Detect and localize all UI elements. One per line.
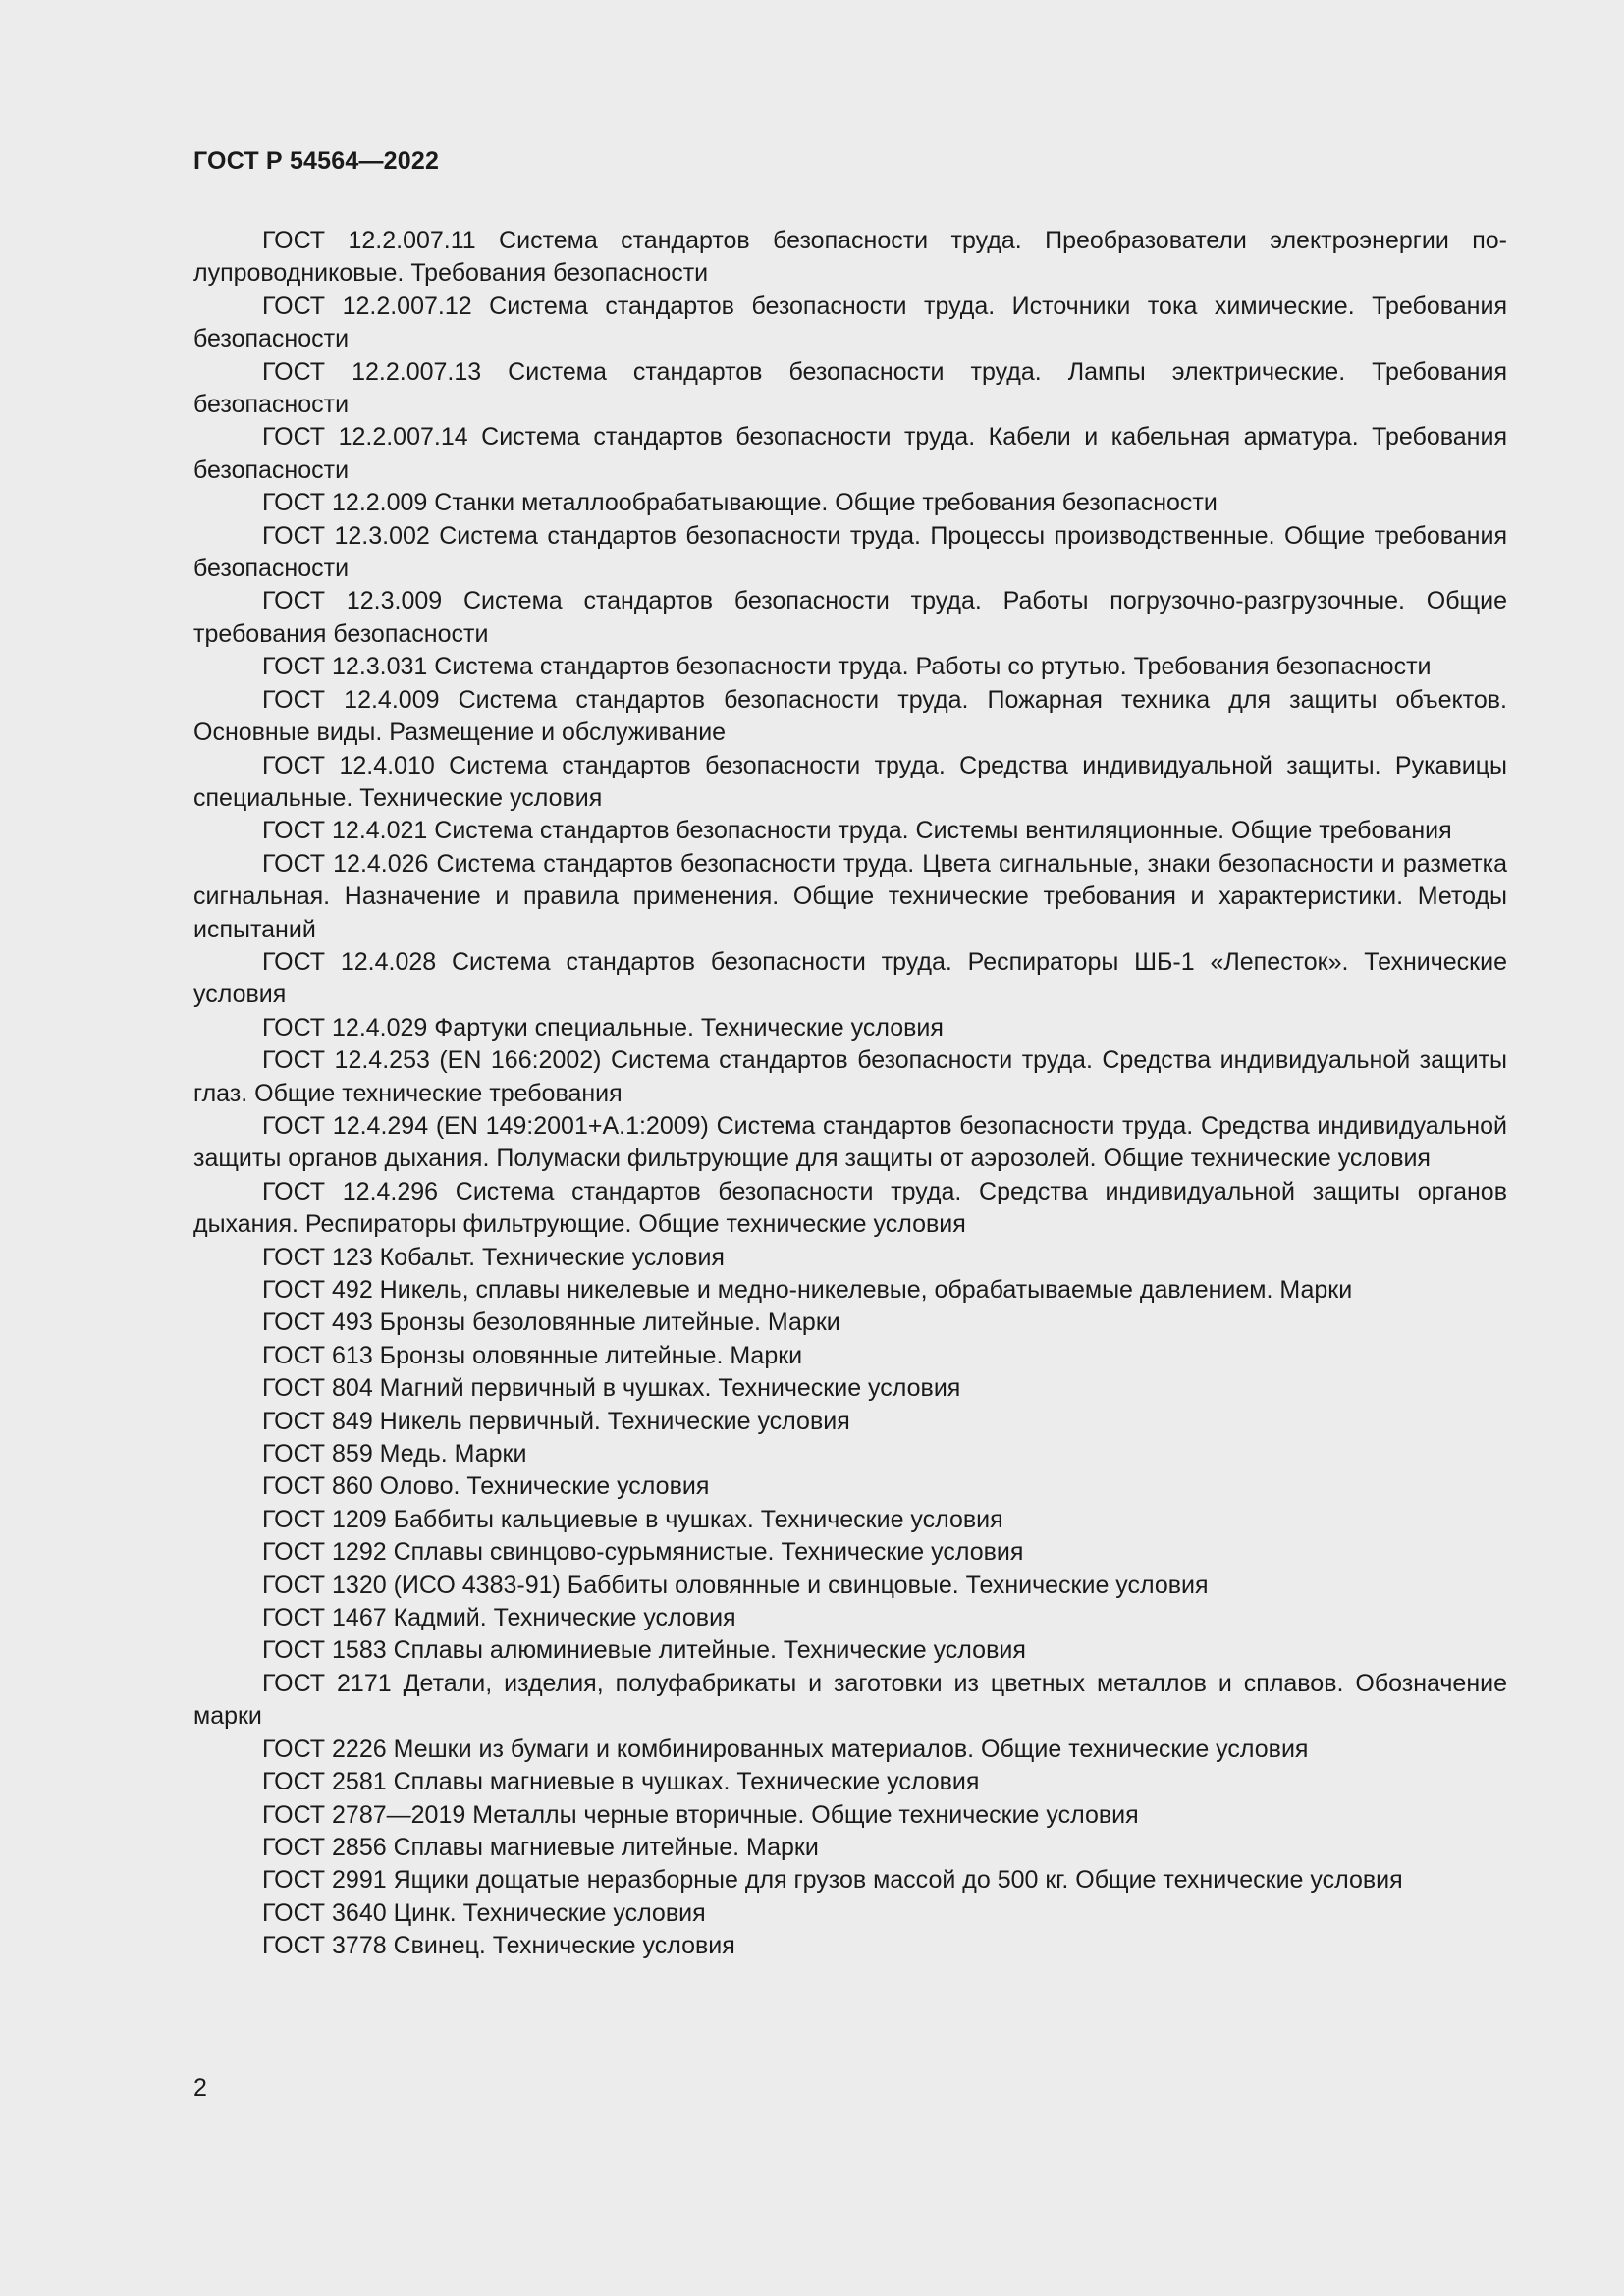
reference-entry: ГОСТ 804 Магний первичный в чушках. Технические условия [262,1374,961,1403]
reference-entry: ГОСТ 12.2.007.13 Система стандартов безопасности труда. Лампы электрические. Требования безопасности [193,357,1507,419]
reference-entry: ГОСТ 12.2.009 Станки металлообрабатывающие. Общие требования безопасности [262,489,1218,517]
reference-entry: ГОСТ 859 Медь. Марки [262,1440,527,1468]
reference-entry: ГОСТ 12.3.002 Система стандартов безопасности труда. Процессы производственные. Общие требования безопасности [193,521,1507,583]
reference-entry: ГОСТ 2856 Сплавы магниевые литейные. Марки [262,1833,819,1861]
reference-entry: ГОСТ 12.4.296 Система стандартов безопасности труда. Средства индивидуальной защиты органов дыхания. Респираторы фильтрующие. Общие технические условия [193,1177,1507,1239]
page-number: 2 [193,2074,207,2102]
document-header: ГОСТ Р 54564—2022 [193,147,440,175]
reference-entry: ГОСТ 12.2.007.14 Система стандартов безопасности труда. Кабели и кабельная арматура. Требования безопасности [193,423,1507,484]
reference-entry: ГОСТ 12.4.029 Фартуки специальные. Технические условия [262,1013,944,1041]
reference-entry: ГОСТ 12.3.009 Система стандартов безопасности труда. Работы погрузочно-разгрузочные. Общие требования безопасности [193,587,1507,648]
reference-entry: ГОСТ 1320 (ИСО 4383-91) Баббиты оловянные и свинцовые. Технические условия [262,1571,1209,1599]
reference-entry: ГОСТ 2171 Детали, изделия, полуфабрикаты и заготовки из цветных металлов и сплавов. Обозначение марки [193,1669,1507,1731]
reference-entry: ГОСТ 1467 Кадмий. Технические условия [262,1604,736,1632]
reference-entry: ГОСТ 12.4.021 Система стандартов безопасности труда. Системы вентиляционные. Общие требования [262,817,1452,845]
reference-entry: ГОСТ 12.4.253 (EN 166:2002) Система стандартов безопасности труда. Средства индивидуальной защиты глаз. Общие технические требования [193,1046,1507,1107]
reference-entry: ГОСТ 12.2.007.12 Система стандартов безопасности труда. Источники тока химические. Требования безопасности [193,292,1507,353]
reference-entry: ГОСТ 1583 Сплавы алюминиевые литейные. Технические условия [262,1636,1026,1665]
references-list [193,225,1507,1963]
reference-entry: ГОСТ 3640 Цинк. Технические условия [262,1898,706,1927]
reference-entry: ГОСТ 12.4.028 Система стандартов безопасности труда. Респираторы ШБ-1 «Лепесток». Технические условия [193,947,1507,1009]
reference-entry: ГОСТ 2787—2019 Металлы черные вторичные. Общие технические условия [262,1800,1139,1829]
reference-entry: ГОСТ 2226 Мешки из бумаги и комбинированных материалов. Общие технические условия [262,1735,1309,1763]
reference-entry: ГОСТ 12.3.031 Система стандартов безопасности труда. Работы со ртутью. Требования безопасности [262,653,1432,681]
reference-entry: ГОСТ 3778 Свинец. Технические условия [262,1932,735,1960]
reference-entry: ГОСТ 1292 Сплавы свинцово-сурьмянистые. Технические условия [262,1538,1024,1567]
reference-entry: ГОСТ 493 Бронзы безоловянные литейные. Марки [262,1308,840,1337]
reference-entry: ГОСТ 849 Никель первичный. Технические условия [262,1407,850,1435]
reference-entry: ГОСТ 2991 Ящики дощатые неразборные для грузов массой до 500 кг. Общие технические условия [262,1866,1403,1895]
reference-entry: ГОСТ 613 Бронзы оловянные литейные. Марки [262,1341,803,1369]
reference-entry: ГОСТ 12.2.007.11 Система стандартов безопасности труда. Преобразователи электроэнергии полупроводниковые. Требования безопасности [193,227,1507,288]
reference-entry: ГОСТ 1209 Баббиты кальциевые в чушках. Технические условия [262,1505,1003,1533]
reference-entry: ГОСТ 12.4.009 Система стандартов безопасности труда. Пожарная техника для защиты объектов. Основные виды. Размещение и обслуживание [193,685,1507,747]
reference-entry: ГОСТ 2581 Сплавы магниевые в чушках. Технические условия [262,1768,980,1796]
reference-entry: ГОСТ 12.4.294 (EN 149:2001+A.1:2009) Система стандартов безопасности труда. Средства индивидуальной защиты органов дыхания. Полумаски фильтрующие для защиты от аэрозолей. Общие технические условия [193,1111,1507,1173]
reference-entry: ГОСТ 12.4.026 Система стандартов безопасности труда. Цвета сигнальные, знаки безопасности и разметка сигнальная. Назначение и правила применения. Общие технические требования и характеристики. Методы испытаний [193,849,1507,943]
reference-entry: ГОСТ 12.4.010 Система стандартов безопасности труда. Средства индивидуальной защиты. Рукавицы специальные. Технические условия [193,751,1507,812]
reference-entry: ГОСТ 123 Кобальт. Технические условия [262,1243,725,1271]
reference-entry: ГОСТ 860 Олово. Технические условия [262,1472,710,1501]
reference-entry: ГОСТ 492 Никель, сплавы никелевые и медно-никелевые, обрабатываемые давлением. Марки [262,1276,1353,1304]
